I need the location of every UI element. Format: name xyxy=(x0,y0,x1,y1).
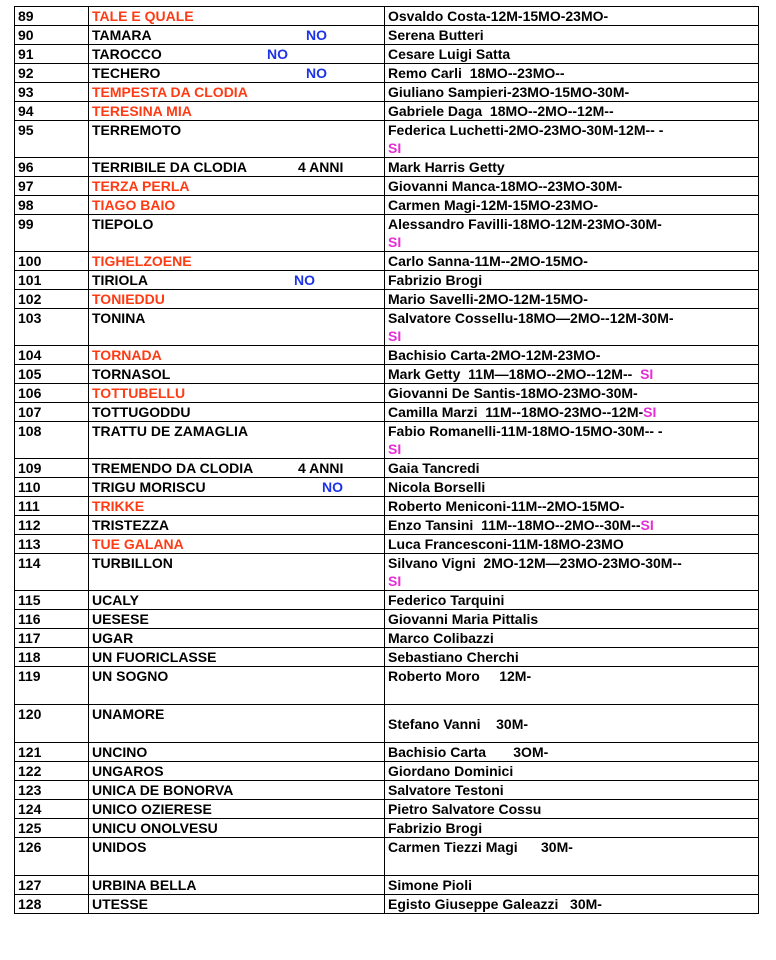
horse-name-text: TORNASOL xyxy=(92,366,171,382)
table-row xyxy=(15,365,759,384)
table-row xyxy=(15,591,759,610)
row-number: 101 xyxy=(15,271,89,290)
table-row xyxy=(15,554,759,591)
row-number: 127 xyxy=(15,876,89,895)
horse-name xyxy=(89,819,385,838)
owner-text: Stefano Vanni 30M- xyxy=(388,715,529,732)
row-number: 107 xyxy=(15,403,89,422)
owner-cell xyxy=(385,478,759,497)
table-row xyxy=(15,895,759,914)
owner-cell xyxy=(385,838,759,876)
table-body xyxy=(15,7,759,914)
no-flag: NO xyxy=(267,46,288,62)
horse-name-text: TURBILLON xyxy=(92,555,173,571)
row-number: 104 xyxy=(15,346,89,365)
table-row xyxy=(15,271,759,290)
no-flag: NO xyxy=(306,27,327,43)
horse-name xyxy=(89,895,385,914)
row-number: 120 xyxy=(15,705,89,743)
row-number: 118 xyxy=(15,648,89,667)
owner-text: Bachisio Carta 3OM- xyxy=(388,744,549,760)
owner-text: Federica Luchetti-2MO-23MO-30M-12M-- - xyxy=(388,122,664,138)
horse-name xyxy=(89,290,385,309)
row-number: 100 xyxy=(15,252,89,271)
owner-cell xyxy=(385,422,759,459)
horse-owner-table xyxy=(14,6,759,914)
table-row xyxy=(15,876,759,895)
owner-text: Cesare Luigi Satta xyxy=(388,46,511,62)
owner-text: Mark Harris Getty xyxy=(388,159,505,175)
owner-text: Marco Colibazzi xyxy=(388,630,494,646)
horse-name-text: TIAGO BAIO xyxy=(92,197,176,213)
horse-name-text: TIGHELZOENE xyxy=(92,253,192,269)
si-flag: SI xyxy=(388,573,402,589)
owner-text: Fabrizio Brogi xyxy=(388,820,483,836)
row-number: 102 xyxy=(15,290,89,309)
si-flag: SI xyxy=(388,328,402,344)
horse-name xyxy=(89,781,385,800)
owner-cell xyxy=(385,629,759,648)
horse-name xyxy=(89,762,385,781)
owner-text: Mark Getty 11M—18MO--2MO--12M-- xyxy=(388,366,641,382)
owner-cell xyxy=(385,762,759,781)
owner-cell xyxy=(385,819,759,838)
table-row xyxy=(15,7,759,26)
owner-cell xyxy=(385,102,759,121)
owner-cell xyxy=(385,705,759,743)
table-row xyxy=(15,177,759,196)
horse-name-text: TOTTUBELLU xyxy=(92,385,186,401)
horse-name-text: TIRIOLA xyxy=(92,272,148,288)
horse-name xyxy=(89,838,385,876)
owner-cell xyxy=(385,895,759,914)
horse-name xyxy=(89,384,385,403)
table-row xyxy=(15,83,759,102)
owner-text: Fabrizio Brogi xyxy=(388,272,483,288)
horse-name-text: TOTTUGODDU xyxy=(92,404,191,420)
owner-cell xyxy=(385,45,759,64)
owner-cell xyxy=(385,800,759,819)
owner-cell xyxy=(385,309,759,346)
row-number: 111 xyxy=(15,497,89,516)
owner-text: Osvaldo Costa-12M-15MO-23MO- xyxy=(388,8,609,24)
table-row xyxy=(15,705,759,743)
horse-name-text: TUE GALANA xyxy=(92,536,184,552)
row-number: 108 xyxy=(15,422,89,459)
horse-name xyxy=(89,743,385,762)
table-row xyxy=(15,64,759,83)
horse-name xyxy=(89,705,385,743)
horse-name-text: UGAR xyxy=(92,630,134,646)
horse-name xyxy=(89,516,385,535)
owner-text: Alessandro Favilli-18MO-12M-23MO-30M- xyxy=(388,216,662,232)
table-row xyxy=(15,215,759,252)
owner-cell xyxy=(385,535,759,554)
horse-name xyxy=(89,196,385,215)
row-number: 95 xyxy=(15,121,89,158)
table-row xyxy=(15,819,759,838)
horse-name xyxy=(89,459,385,478)
owner-cell xyxy=(385,177,759,196)
owner-text: Luca Francesconi-11M-18MO-23MO xyxy=(388,536,624,552)
no-flag: NO xyxy=(306,65,327,81)
horse-name-text: TRATTU DE ZAMAGLIA xyxy=(92,423,249,439)
horse-name xyxy=(89,667,385,705)
horse-name-text: TONINA xyxy=(92,310,146,326)
row-number: 99 xyxy=(15,215,89,252)
table-row xyxy=(15,309,759,346)
horse-name-text: TERRIBILE DA CLODIA xyxy=(92,159,248,175)
horse-name-text: TECHERO xyxy=(92,65,161,81)
horse-name-text: TONIEDDU xyxy=(92,291,165,307)
table-row xyxy=(15,45,759,64)
horse-name-text: UCALY xyxy=(92,592,139,608)
horse-name xyxy=(89,591,385,610)
owner-cell xyxy=(385,64,759,83)
row-number: 106 xyxy=(15,384,89,403)
table-row xyxy=(15,346,759,365)
horse-name-text: TRIGU MORISCU xyxy=(92,479,206,495)
owner-cell xyxy=(385,876,759,895)
si-flag: SI xyxy=(643,404,657,420)
horse-name xyxy=(89,215,385,252)
row-number: 94 xyxy=(15,102,89,121)
row-number: 105 xyxy=(15,365,89,384)
age-note: 4 ANNI xyxy=(298,460,344,476)
owner-cell xyxy=(385,516,759,535)
row-number: 119 xyxy=(15,667,89,705)
horse-name-text: TERREMOTO xyxy=(92,122,182,138)
owner-text: Nicola Borselli xyxy=(388,479,486,495)
horse-name xyxy=(89,102,385,121)
horse-name xyxy=(89,26,385,45)
table-row xyxy=(15,743,759,762)
horse-name-text: UTESSE xyxy=(92,896,149,912)
horse-name-text: UNAMORE xyxy=(92,706,165,722)
row-number: 92 xyxy=(15,64,89,83)
horse-name xyxy=(89,535,385,554)
si-flag: SI xyxy=(388,234,402,250)
horse-name xyxy=(89,346,385,365)
table-row xyxy=(15,667,759,705)
row-number: 114 xyxy=(15,554,89,591)
horse-name xyxy=(89,800,385,819)
horse-name-text: TRIKKE xyxy=(92,498,145,514)
table-row xyxy=(15,422,759,459)
horse-name-text: TEMPESTA DA CLODIA xyxy=(92,84,248,100)
owner-cell xyxy=(385,648,759,667)
table-row xyxy=(15,478,759,497)
table-row xyxy=(15,610,759,629)
row-number: 122 xyxy=(15,762,89,781)
row-number: 128 xyxy=(15,895,89,914)
horse-name-text: UESESE xyxy=(92,611,149,627)
owner-cell xyxy=(385,610,759,629)
row-number: 93 xyxy=(15,83,89,102)
no-flag: NO xyxy=(322,479,343,495)
owner-cell xyxy=(385,346,759,365)
horse-name-text: TORNADA xyxy=(92,347,162,363)
owner-cell xyxy=(385,83,759,102)
horse-name xyxy=(89,648,385,667)
table-row xyxy=(15,252,759,271)
owner-cell xyxy=(385,554,759,591)
row-number: 110 xyxy=(15,478,89,497)
owner-text: Salvatore Cossellu-18MO—2MO--12M-30M- xyxy=(388,310,674,326)
horse-name xyxy=(89,309,385,346)
horse-name xyxy=(89,403,385,422)
owner-cell xyxy=(385,196,759,215)
horse-name xyxy=(89,876,385,895)
owner-cell xyxy=(385,271,759,290)
owner-text: Salvatore Testoni xyxy=(388,782,504,798)
owner-text: Carmen Tiezzi Magi 30M- xyxy=(388,839,573,855)
row-number: 113 xyxy=(15,535,89,554)
table-row xyxy=(15,838,759,876)
owner-cell xyxy=(385,743,759,762)
horse-name-text: TALE E QUALE xyxy=(92,8,194,24)
horse-name-text: UNIDOS xyxy=(92,839,147,855)
row-number: 97 xyxy=(15,177,89,196)
table-row xyxy=(15,497,759,516)
horse-name xyxy=(89,629,385,648)
owner-cell xyxy=(385,667,759,705)
horse-name xyxy=(89,365,385,384)
owner-cell xyxy=(385,215,759,252)
horse-name-text: TRISTEZZA xyxy=(92,517,169,533)
owner-cell xyxy=(385,252,759,271)
horse-name-text: UNCINO xyxy=(92,744,148,760)
row-number: 115 xyxy=(15,591,89,610)
owner-text: Giuliano Sampieri-23MO-15MO-30M- xyxy=(388,84,630,100)
owner-cell xyxy=(385,459,759,478)
horse-name xyxy=(89,422,385,459)
horse-name xyxy=(89,610,385,629)
horse-name xyxy=(89,7,385,26)
age-note: 4 ANNI xyxy=(298,159,344,175)
owner-cell xyxy=(385,26,759,45)
owner-text: Roberto Moro 12M- xyxy=(388,668,532,684)
horse-name-text: TERESINA MIA xyxy=(92,103,192,119)
table-row xyxy=(15,196,759,215)
table-row xyxy=(15,648,759,667)
owner-cell xyxy=(385,497,759,516)
row-number: 117 xyxy=(15,629,89,648)
owner-text: Gaia Tancredi xyxy=(388,460,480,476)
owner-text: Sebastiano Cherchi xyxy=(388,649,519,665)
no-flag: NO xyxy=(294,272,315,288)
owner-cell xyxy=(385,384,759,403)
owner-cell xyxy=(385,365,759,384)
table-row xyxy=(15,158,759,177)
row-number: 116 xyxy=(15,610,89,629)
horse-name xyxy=(89,252,385,271)
horse-name xyxy=(89,177,385,196)
row-number: 89 xyxy=(15,7,89,26)
si-flag: SI xyxy=(388,441,402,457)
horse-name-text: TREMENDO DA CLODIA xyxy=(92,460,254,476)
table-row xyxy=(15,781,759,800)
table-row xyxy=(15,121,759,158)
row-number: 121 xyxy=(15,743,89,762)
horse-name-text: URBINA BELLA xyxy=(92,877,197,893)
owner-text: Carlo Sanna-11M--2MO-15MO- xyxy=(388,253,588,269)
owner-text: Enzo Tansini 11M--18MO--2MO--30M-- xyxy=(388,517,641,533)
owner-text: Bachisio Carta-2MO-12M-23MO- xyxy=(388,347,601,363)
horse-name xyxy=(89,497,385,516)
owner-cell xyxy=(385,591,759,610)
horse-name-text: UNGAROS xyxy=(92,763,164,779)
row-number: 96 xyxy=(15,158,89,177)
owner-cell xyxy=(385,781,759,800)
owner-text: Gabriele Daga 18MO--2MO--12M-- xyxy=(388,103,614,119)
row-number: 103 xyxy=(15,309,89,346)
owner-text: Remo Carli 18MO--23MO-- xyxy=(388,65,565,81)
si-flag: SI xyxy=(388,140,402,156)
si-flag: SI xyxy=(640,517,654,533)
owner-text: Serena Butteri xyxy=(388,27,484,43)
row-number: 125 xyxy=(15,819,89,838)
horse-name-text: TAROCCO xyxy=(92,46,162,62)
horse-name-text: UN SOGNO xyxy=(92,668,169,684)
table-row xyxy=(15,762,759,781)
horse-name-text: UN FUORICLASSE xyxy=(92,649,217,665)
owner-cell xyxy=(385,7,759,26)
owner-text: Mario Savelli-2MO-12M-15MO- xyxy=(388,291,588,307)
horse-name xyxy=(89,64,385,83)
owner-text: Giordano Dominici xyxy=(388,763,514,779)
horse-name-text: TAMARA xyxy=(92,27,152,43)
horse-name-text: UNICO OZIERESE xyxy=(92,801,212,817)
row-number: 126 xyxy=(15,838,89,876)
horse-name-text: UNICA DE BONORVA xyxy=(92,782,234,798)
owner-text: Federico Tarquini xyxy=(388,592,505,608)
owner-text: Pietro Salvatore Cossu xyxy=(388,801,542,817)
owner-cell xyxy=(385,158,759,177)
table-row xyxy=(15,459,759,478)
table-row xyxy=(15,26,759,45)
table-row xyxy=(15,102,759,121)
table-row xyxy=(15,384,759,403)
table-row xyxy=(15,800,759,819)
owner-text: Carmen Magi-12M-15MO-23MO- xyxy=(388,197,599,213)
row-number: 90 xyxy=(15,26,89,45)
owner-cell xyxy=(385,290,759,309)
row-number: 123 xyxy=(15,781,89,800)
horse-name xyxy=(89,478,385,497)
horse-name xyxy=(89,83,385,102)
owner-text: Fabio Romanelli-11M-18MO-15MO-30M-- - xyxy=(388,423,663,439)
table-row xyxy=(15,629,759,648)
si-flag: SI xyxy=(640,366,654,382)
owner-text: Camilla Marzi 11M--18MO-23MO--12M- xyxy=(388,404,644,420)
owner-text: Giovanni Maria Pittalis xyxy=(388,611,539,627)
horse-name xyxy=(89,121,385,158)
row-number: 91 xyxy=(15,45,89,64)
horse-name xyxy=(89,158,385,177)
row-number: 98 xyxy=(15,196,89,215)
row-number: 109 xyxy=(15,459,89,478)
owner-text: Giovanni De Santis-18MO-23MO-30M- xyxy=(388,385,638,401)
owner-text: Simone Pioli xyxy=(388,877,473,893)
horse-name xyxy=(89,554,385,591)
table-row xyxy=(15,290,759,309)
owner-cell xyxy=(385,403,759,422)
owner-text: Egisto Giuseppe Galeazzi 30M- xyxy=(388,896,602,912)
owner-cell xyxy=(385,121,759,158)
table-row xyxy=(15,535,759,554)
owner-text: Roberto Meniconi-11M--2MO-15MO- xyxy=(388,498,625,514)
owner-text: Giovanni Manca-18MO--23MO-30M- xyxy=(388,178,623,194)
horse-name xyxy=(89,271,385,290)
row-number: 112 xyxy=(15,516,89,535)
row-number: 124 xyxy=(15,800,89,819)
horse-name-text: TERZA PERLA xyxy=(92,178,190,194)
horse-name-text: UNICU ONOLVESU xyxy=(92,820,218,836)
owner-text: Silvano Vigni 2MO-12M—23MO-23MO-30M-- xyxy=(388,555,682,571)
horse-name-text: TIEPOLO xyxy=(92,216,154,232)
horse-name xyxy=(89,45,385,64)
table-row xyxy=(15,403,759,422)
table-row xyxy=(15,516,759,535)
